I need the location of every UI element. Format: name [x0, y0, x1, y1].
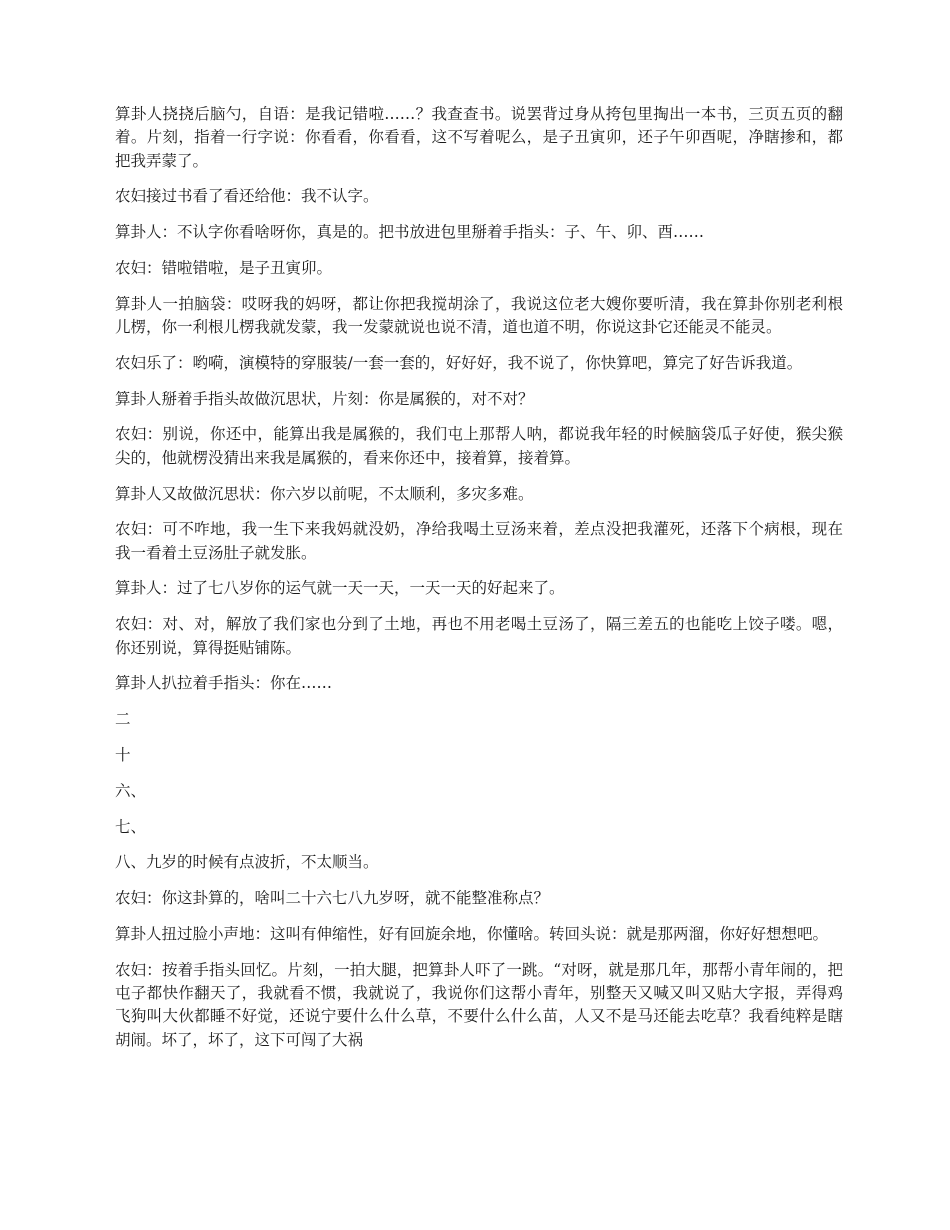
paragraph: 算卦人又故做沉思状：你六岁以前呢，不太顺利，多灾多难。	[115, 484, 534, 503]
paragraph: 算卦人挠挠后脑勺，自语：是我记错啦……？我查查书。说罢背过身从挎包里掏出一本书，三页五页的翻着。片刻，指着一行字说：你看看，你看看，这不写着呢么，是子丑寅卯，还子午卯酉呢，净瞎掺和，都把我弄蒙了。	[115, 105, 843, 170]
paragraph: 农妇：别说，你还中，能算出我是属猴的，我们屯上那帮人呐，都说我年轻的时候脑袋瓜子好使，猴尖猴尖的，他就楞没猜出来我是属猴的，看来你还中，接着算，接着算。	[115, 425, 843, 467]
paragraph: 算卦人一拍脑袋：哎呀我的妈呀，都让你把我搅胡涂了，我说这位老大嫂你要听清，我在算卦你别老利根儿楞，你一利根儿楞我就发蒙，我一发蒙就说也说不清，道也道不明，你说这卦它还能灵不能灵。	[115, 294, 843, 337]
paragraph: 二	[115, 710, 131, 729]
paragraph: 算卦人：不认字你看啥呀你，真是的。把书放进包里掰着手指头：子、午、卯、酉……	[115, 223, 705, 242]
paragraph: 农妇：错啦错啦，是子丑寅卯。	[115, 258, 333, 277]
paragraph: 六、	[115, 781, 147, 800]
paragraph: 十	[115, 745, 131, 764]
paragraph: 算卦人掰着手指头故做沉思状，片刻：你是属猴的，对不对？	[115, 389, 534, 408]
paragraph: 算卦人扒拉着手指头：你在……	[115, 674, 333, 693]
paragraph: 农妇：可不咋地，我一生下来我妈就没奶，净给我喝土豆汤来着，差点没把我灌死，还落下个病根，现在我一看着土豆汤肚子就发胀。	[115, 520, 843, 562]
paragraph: 算卦人：过了七八岁你的运气就一天一天，一天一天的好起来了。	[115, 579, 565, 598]
paragraph: 农妇：对、对，解放了我们家也分到了土地，再也不用老喝土豆汤了，隔三差五的也能吃上饺子喽。嗯，你还别说，算得挺贴铺陈。	[115, 615, 843, 657]
paragraph: 农妇：按着手指头回忆。片刻，一拍大腿，把算卦人吓了一跳。“对呀，就是那几年，那帮小青年闹的，把屯子都快作翻天了，我就看不惯，我就说了，我说你们这帮小青年，别整天又喊又叫又贴大字报，弄得鸡飞狗叫大伙都睡不好觉，还说宁要什么什么草，不要什么什么苗，人又不是马还能去吃草？我看纯粹是瞎胡闹。坏了，坏了，这下可闯了大祸	[115, 960, 843, 1049]
paragraph: 算卦人扭过脸小声地：这叫有伸缩性，好有回旋余地，你懂啥。转回头说：就是那两溜，你好好想想吧。	[115, 924, 829, 943]
paragraph: 八、九岁的时候有点波折，不太顺当。	[115, 853, 379, 872]
paragraph: 农妇：你这卦算的，啥叫二十六七八九岁呀，就不能整准称点？	[115, 889, 550, 908]
paragraph: 农妇接过书看了看还给他：我不认字。	[115, 187, 379, 206]
paragraph: 七、	[115, 817, 147, 836]
paragraph: 农妇乐了：哟嗬，演模特的穿服装/一套一套的，好好好，我不说了，你快算吧，算完了好告诉我道。	[115, 353, 803, 372]
document-body	[115, 103, 843, 1064]
